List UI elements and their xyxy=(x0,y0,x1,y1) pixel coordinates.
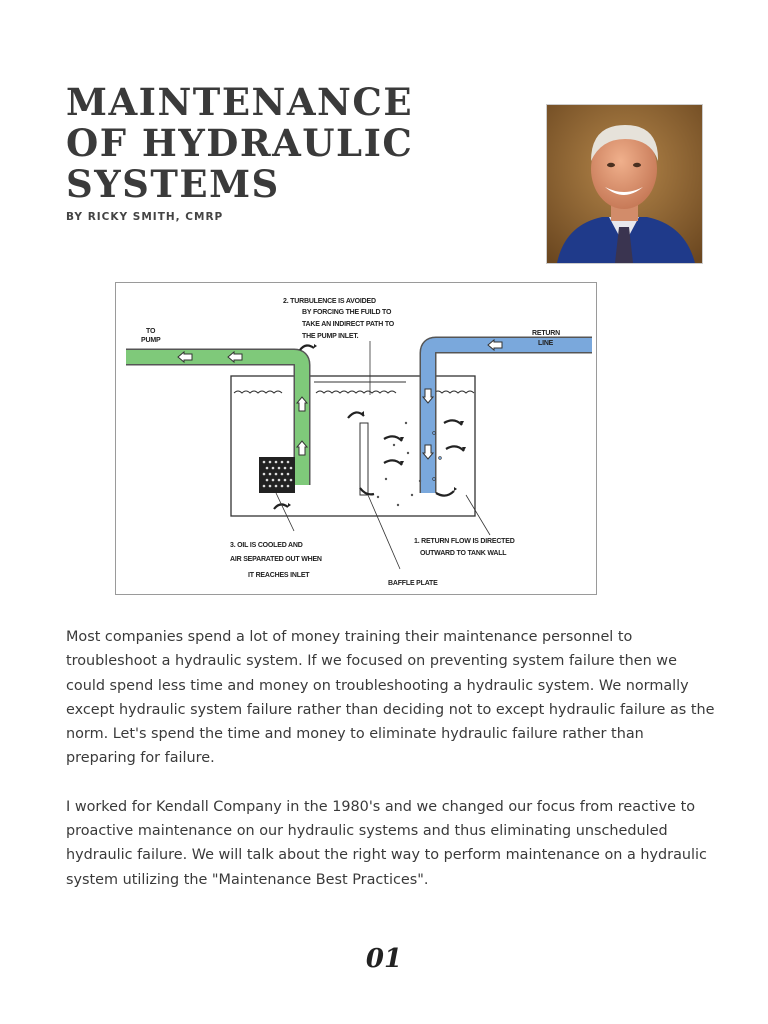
label-turbulence: BY FORCING THE FUILD TO xyxy=(302,309,392,316)
label-turbulence: TAKE AN INDIRECT PATH TO xyxy=(302,321,395,328)
label-to-pump: PUMP xyxy=(141,337,161,344)
label-to-pump: TO xyxy=(146,328,156,335)
author-photo xyxy=(546,104,703,264)
paragraph: Most companies spend a lot of money training their maintenance personnel to troubleshoot a hydraulic system. If we focused on preventing system failure then we could spend less time and money on troubleshooting a hydraulic system. We normally except hydraulic system failure rather than deciding not to except hydraulic failure as the norm. Let's spend the time and money to eliminate hydraulic failure rather than preparing for failure. xyxy=(66,629,715,767)
title-line: OF HYDRAULIC xyxy=(66,121,414,165)
label-turbulence: THE PUMP INLET. xyxy=(302,333,359,340)
article-body xyxy=(66,625,716,916)
label-oil-cooled: IT REACHES INLET xyxy=(248,572,310,579)
author-byline: BY RICKY SMITH, CMRP xyxy=(66,211,224,223)
label-baffle-plate: BAFFLE PLATE xyxy=(388,580,438,587)
label-return-flow: OUTWARD TO TANK WALL xyxy=(420,550,507,557)
title-line: SYSTEMS xyxy=(66,162,280,206)
page-number: 01 xyxy=(365,944,403,974)
label-return-line: LINE xyxy=(538,340,554,347)
title-line: MAINTENANCE xyxy=(66,80,414,124)
hydraulic-reservoir-diagram xyxy=(115,282,597,595)
baffle-plate xyxy=(360,423,368,495)
label-return-line: RETURN xyxy=(532,330,560,337)
label-oil-cooled: 3. OIL IS COOLED AND xyxy=(230,542,303,549)
return-line xyxy=(428,345,592,493)
label-turbulence: 2. TURBULENCE IS AVOIDED xyxy=(283,298,376,305)
label-return-flow: 1. RETURN FLOW IS DIRECTED xyxy=(414,538,515,545)
article-title xyxy=(66,82,486,205)
paragraph: I worked for Kendall Company in the 1980's and we changed our focus from reactive to proactive maintenance on our hydraulic systems and thus eliminating unscheduled hydraulic failure. We will talk about the right way to perform maintenance on a hydraulic system utilizing the "Maintenance Best Practices". xyxy=(66,798,707,888)
label-oil-cooled: AIR SEPARATED OUT WHEN xyxy=(230,556,322,563)
